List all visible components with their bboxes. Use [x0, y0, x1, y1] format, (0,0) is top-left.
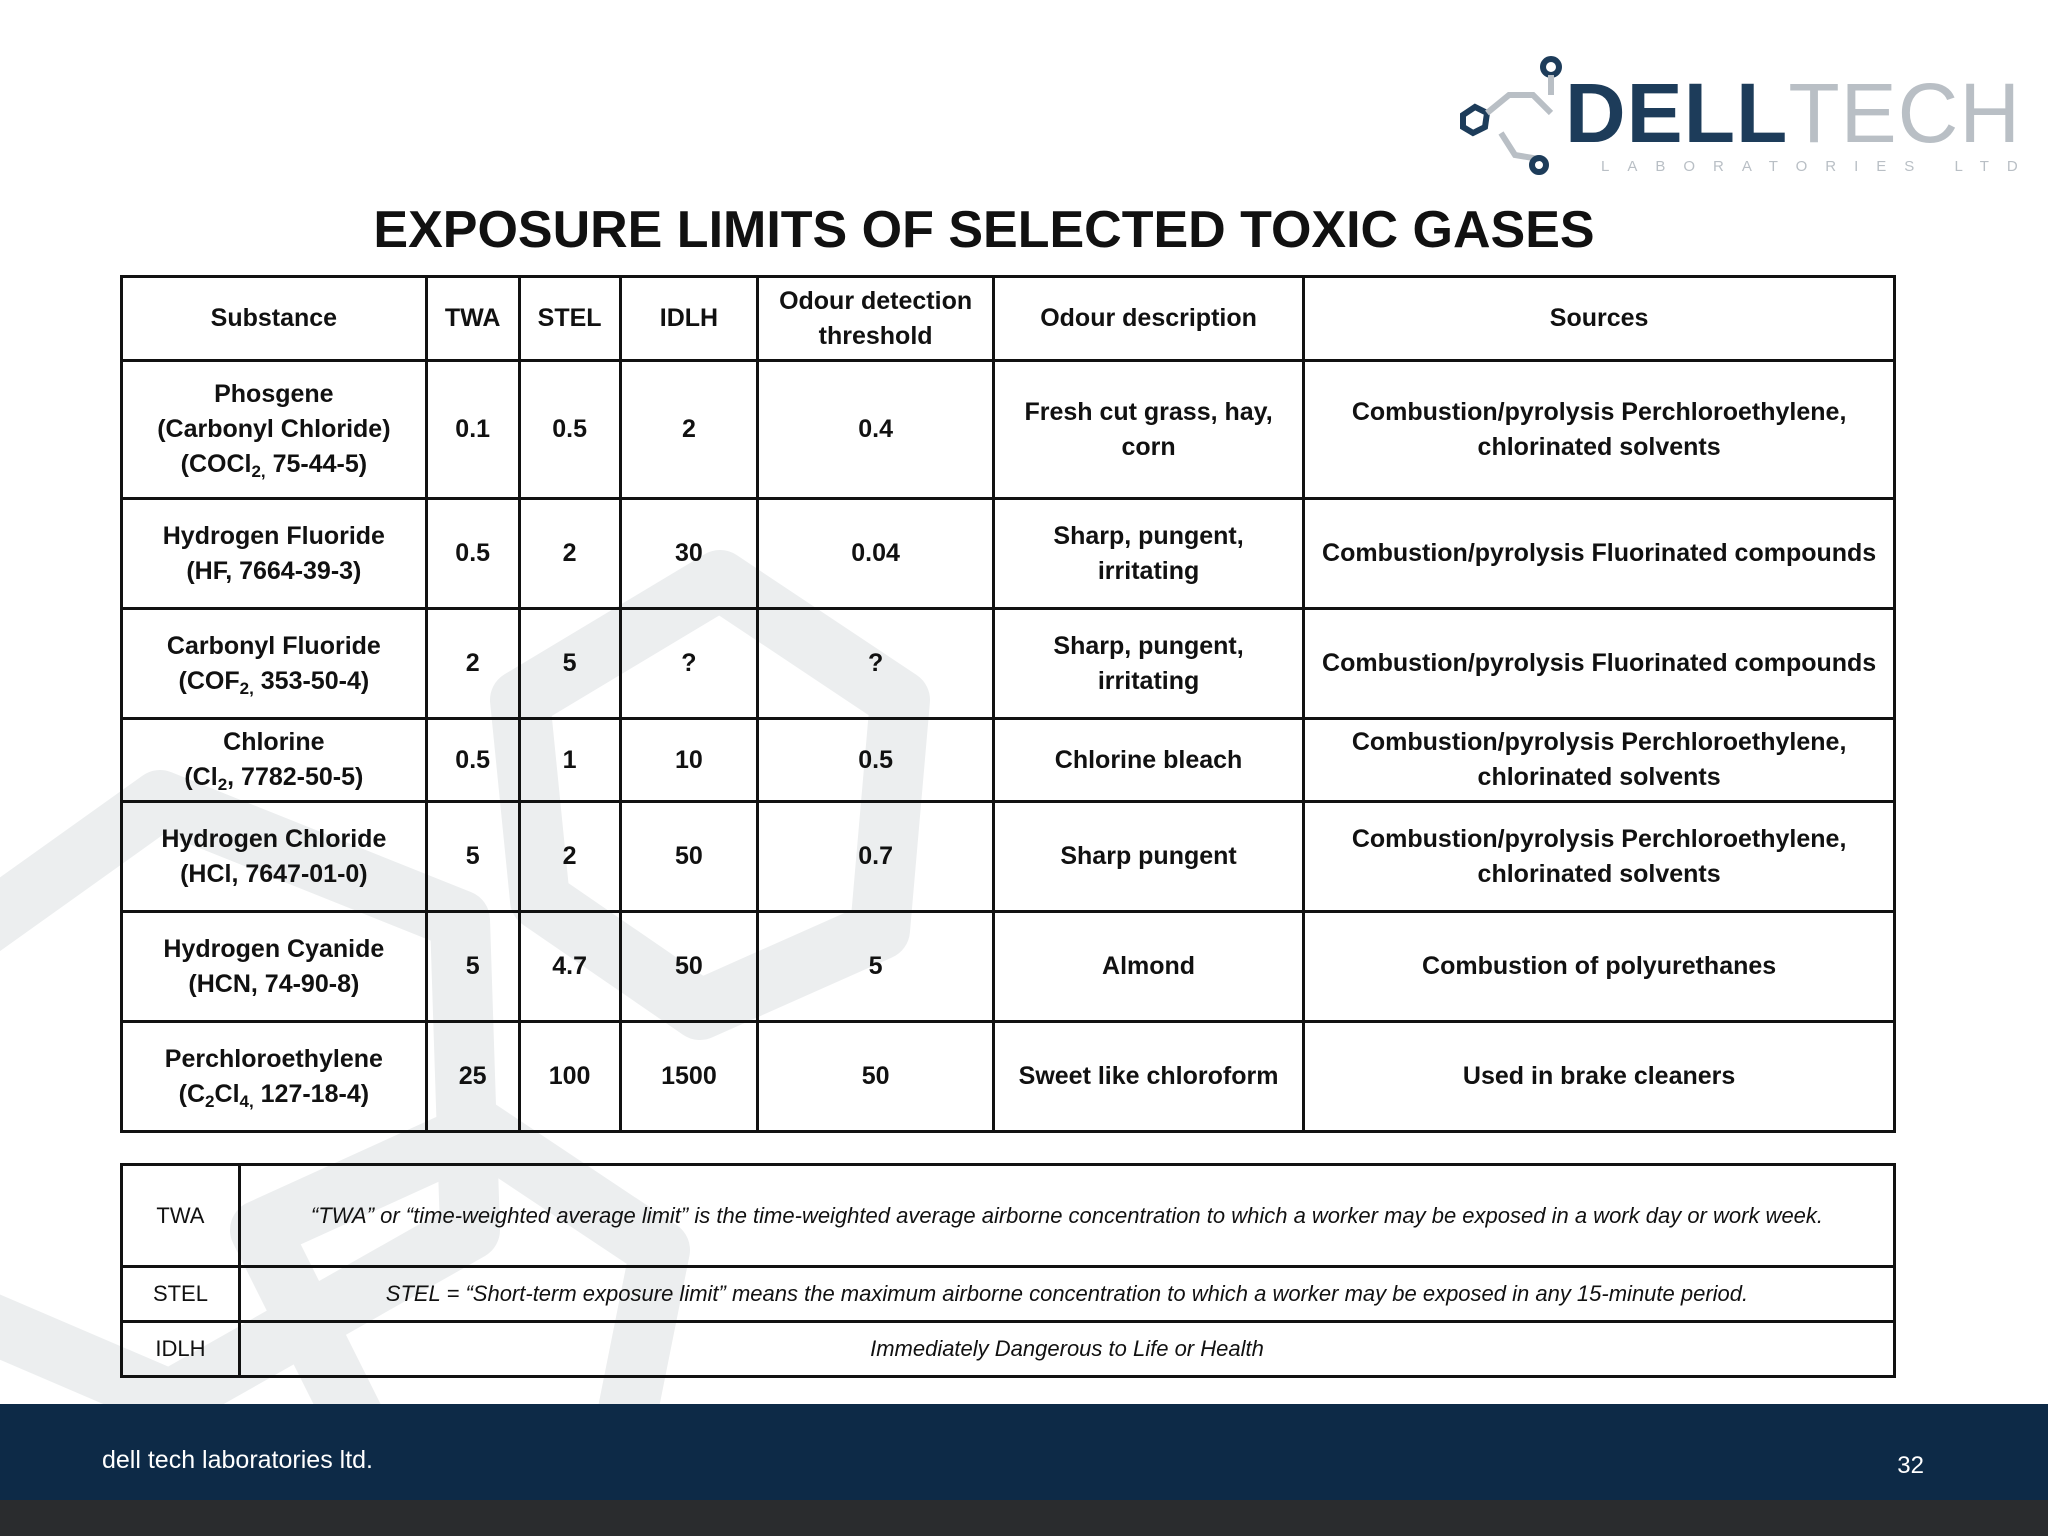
legend-term: STEL: [122, 1267, 240, 1322]
substance-name: Hydrogen Chloride: [161, 824, 387, 853]
stel-cell: 0.5: [519, 361, 620, 499]
legend-definition: “TWA” or “time-weighted average limit” is the time-weighted average airborne concentration to which a worker may be exposed in a work day or work week.: [239, 1165, 1894, 1267]
odour-line2: irritating: [1097, 666, 1200, 695]
exposure-limits-table: [120, 275, 1896, 1133]
substance-formula: [180, 450, 368, 481]
odour-cell: Sweet like chloroform: [993, 1022, 1303, 1132]
legend-definition: Immediately Dangerous to Life or Health: [239, 1322, 1894, 1377]
sources-line2: chlorinated solvents: [1477, 859, 1721, 888]
odour-line2: irritating: [1097, 556, 1200, 585]
sources-line1: Combustion/pyrolysis Perchloroethylene,: [1351, 824, 1847, 853]
sources-cell: Combustion/pyrolysis Fluorinated compounds: [1304, 499, 1895, 609]
legend-row-stel: [122, 1267, 1895, 1322]
header-stel: STEL: [519, 277, 620, 361]
stel-cell: 2: [519, 499, 620, 609]
twa-cell: 2: [426, 609, 519, 719]
twa-cell: 5: [426, 912, 519, 1022]
threshold-cell: ?: [758, 609, 994, 719]
sources-line1: Combustion/pyrolysis Perchloroethylene,: [1351, 397, 1847, 426]
odour-cell: Sharp pungent: [993, 802, 1303, 912]
substance-formula: (HF, 7664-39-3): [186, 556, 362, 585]
substance-cell: [122, 361, 427, 499]
sources-cell: [1304, 361, 1895, 499]
sources-cell: Combustion/pyrolysis Fluorinated compounds: [1304, 609, 1895, 719]
table-row-hydrogen-cyanide: [122, 912, 1895, 1022]
twa-cell: 0.5: [426, 499, 519, 609]
threshold-cell: 50: [758, 1022, 994, 1132]
legend-term: TWA: [122, 1165, 240, 1267]
substance-alt-name: (Carbonyl Chloride): [157, 415, 391, 443]
substance-name: Chlorine: [223, 728, 325, 756]
idlh-cell: ?: [620, 609, 758, 719]
substance-cell: [122, 609, 427, 719]
substance-cell: [122, 499, 427, 609]
formula-subscript: 2,: [251, 462, 266, 481]
sources-line1: Combustion/pyrolysis Perchloroethylene,: [1351, 728, 1847, 756]
logo-wordmark: [1565, 66, 2021, 160]
formula-cas: 127-18-4): [253, 1079, 370, 1108]
header-odour-description: Odour description: [993, 277, 1303, 361]
header-odour-threshold: [758, 277, 994, 361]
formula-text: (C: [178, 1079, 206, 1108]
formula-cas: 75-44-5): [265, 450, 368, 478]
formula-cas: 353-50-4): [253, 666, 370, 695]
substance-cell: [122, 802, 427, 912]
odour-cell: Chlorine bleach: [993, 719, 1303, 802]
substance-formula: (HCN, 74-90-8): [188, 969, 360, 998]
odour-line1: Fresh cut grass, hay,: [1024, 397, 1273, 426]
legend-table: [120, 1163, 1896, 1378]
header-idlh: IDLH: [620, 277, 758, 361]
formula-text: (COCl: [180, 450, 252, 478]
odour-cell: [993, 499, 1303, 609]
formula-text: (Cl: [184, 763, 218, 791]
header-substance: Substance: [122, 277, 427, 361]
odour-cell: Almond: [993, 912, 1303, 1022]
logo-tech-text: TECH: [1788, 66, 2021, 160]
odour-cell: [993, 361, 1303, 499]
header-odour-threshold-line1: Odour detection: [779, 286, 973, 315]
legend-row-idlh: [122, 1322, 1895, 1377]
sources-line2: chlorinated solvents: [1477, 763, 1721, 791]
formula-cas: , 7782-50-5): [227, 763, 364, 791]
threshold-cell: 0.7: [758, 802, 994, 912]
footer-bar: [0, 1404, 2048, 1500]
header-sources: Sources: [1304, 277, 1895, 361]
table-row-phosgene: [122, 361, 1895, 499]
threshold-cell: 5: [758, 912, 994, 1022]
table-row-hydrogen-fluoride: [122, 499, 1895, 609]
twa-cell: 0.5: [426, 719, 519, 802]
stel-cell: 5: [519, 609, 620, 719]
sources-cell: [1304, 719, 1895, 802]
odour-line1: Sharp, pungent,: [1053, 521, 1244, 550]
header-odour-threshold-line2: threshold: [818, 321, 933, 350]
stel-cell: 2: [519, 802, 620, 912]
stel-cell: 100: [519, 1022, 620, 1132]
logo-subtitle: LABORATORIES LTD: [1601, 158, 2036, 175]
bottom-strip: [0, 1500, 2048, 1536]
table-header-row: [122, 277, 1895, 361]
formula-text: Cl: [214, 1079, 240, 1108]
twa-cell: 5: [426, 802, 519, 912]
idlh-cell: 30: [620, 499, 758, 609]
threshold-cell: 0.5: [758, 719, 994, 802]
table-row-chlorine: [122, 719, 1895, 802]
idlh-cell: 1500: [620, 1022, 758, 1132]
odour-cell: [993, 609, 1303, 719]
twa-cell: 25: [426, 1022, 519, 1132]
page-number: 32: [1897, 1452, 1924, 1479]
threshold-cell: 0.04: [758, 499, 994, 609]
substance-formula: [178, 666, 370, 698]
legend-row-twa: [122, 1165, 1895, 1267]
logo-dell-text: DELL: [1565, 66, 1789, 160]
table-row-perchloroethylene: [122, 1022, 1895, 1132]
substance-name: Hydrogen Cyanide: [163, 934, 385, 963]
delltech-logo: [1455, 55, 2036, 180]
formula-text: (COF: [178, 666, 240, 695]
table-row-hydrogen-chloride: [122, 802, 1895, 912]
substance-name: Hydrogen Fluoride: [162, 521, 385, 550]
sources-cell: Combustion of polyurethanes: [1304, 912, 1895, 1022]
substance-formula: [178, 1079, 370, 1111]
formula-subscript: 2,: [239, 678, 254, 698]
substance-cell: [122, 1022, 427, 1132]
threshold-cell: 0.4: [758, 361, 994, 499]
slide-title: EXPOSURE LIMITS OF SELECTED TOXIC GASES: [373, 201, 1595, 259]
substance-name: Phosgene: [214, 380, 334, 408]
odour-line1: Sharp, pungent,: [1053, 631, 1244, 660]
stel-cell: 1: [519, 719, 620, 802]
sources-cell: Used in brake cleaners: [1304, 1022, 1895, 1132]
table-row-carbonyl-fluoride: [122, 609, 1895, 719]
idlh-cell: 2: [620, 361, 758, 499]
substance-name: Perchloroethylene: [164, 1044, 383, 1073]
formula-subscript: 2: [205, 1091, 215, 1111]
header-twa: TWA: [426, 277, 519, 361]
idlh-cell: 50: [620, 802, 758, 912]
substance-cell: [122, 912, 427, 1022]
formula-subscript: 4,: [239, 1091, 254, 1111]
sources-cell: [1304, 802, 1895, 912]
sources-line2: chlorinated solvents: [1477, 432, 1721, 461]
odour-line2: corn: [1121, 432, 1176, 461]
stel-cell: 4.7: [519, 912, 620, 1022]
footer-company-name: dell tech laboratories ltd.: [102, 1446, 373, 1474]
twa-cell: 0.1: [426, 361, 519, 499]
substance-cell: [122, 719, 427, 802]
legend-definition: STEL = “Short-term exposure limit” means the maximum airborne concentration to which a worker may be exposed in any 15-minute period.: [239, 1267, 1894, 1322]
idlh-cell: 50: [620, 912, 758, 1022]
substance-name: Carbonyl Fluoride: [166, 631, 381, 660]
substance-formula: [184, 763, 364, 794]
substance-formula: (HCl, 7647-01-0): [180, 859, 368, 888]
legend-term: IDLH: [122, 1322, 240, 1377]
formula-subscript: 2: [217, 775, 228, 794]
idlh-cell: 10: [620, 719, 758, 802]
